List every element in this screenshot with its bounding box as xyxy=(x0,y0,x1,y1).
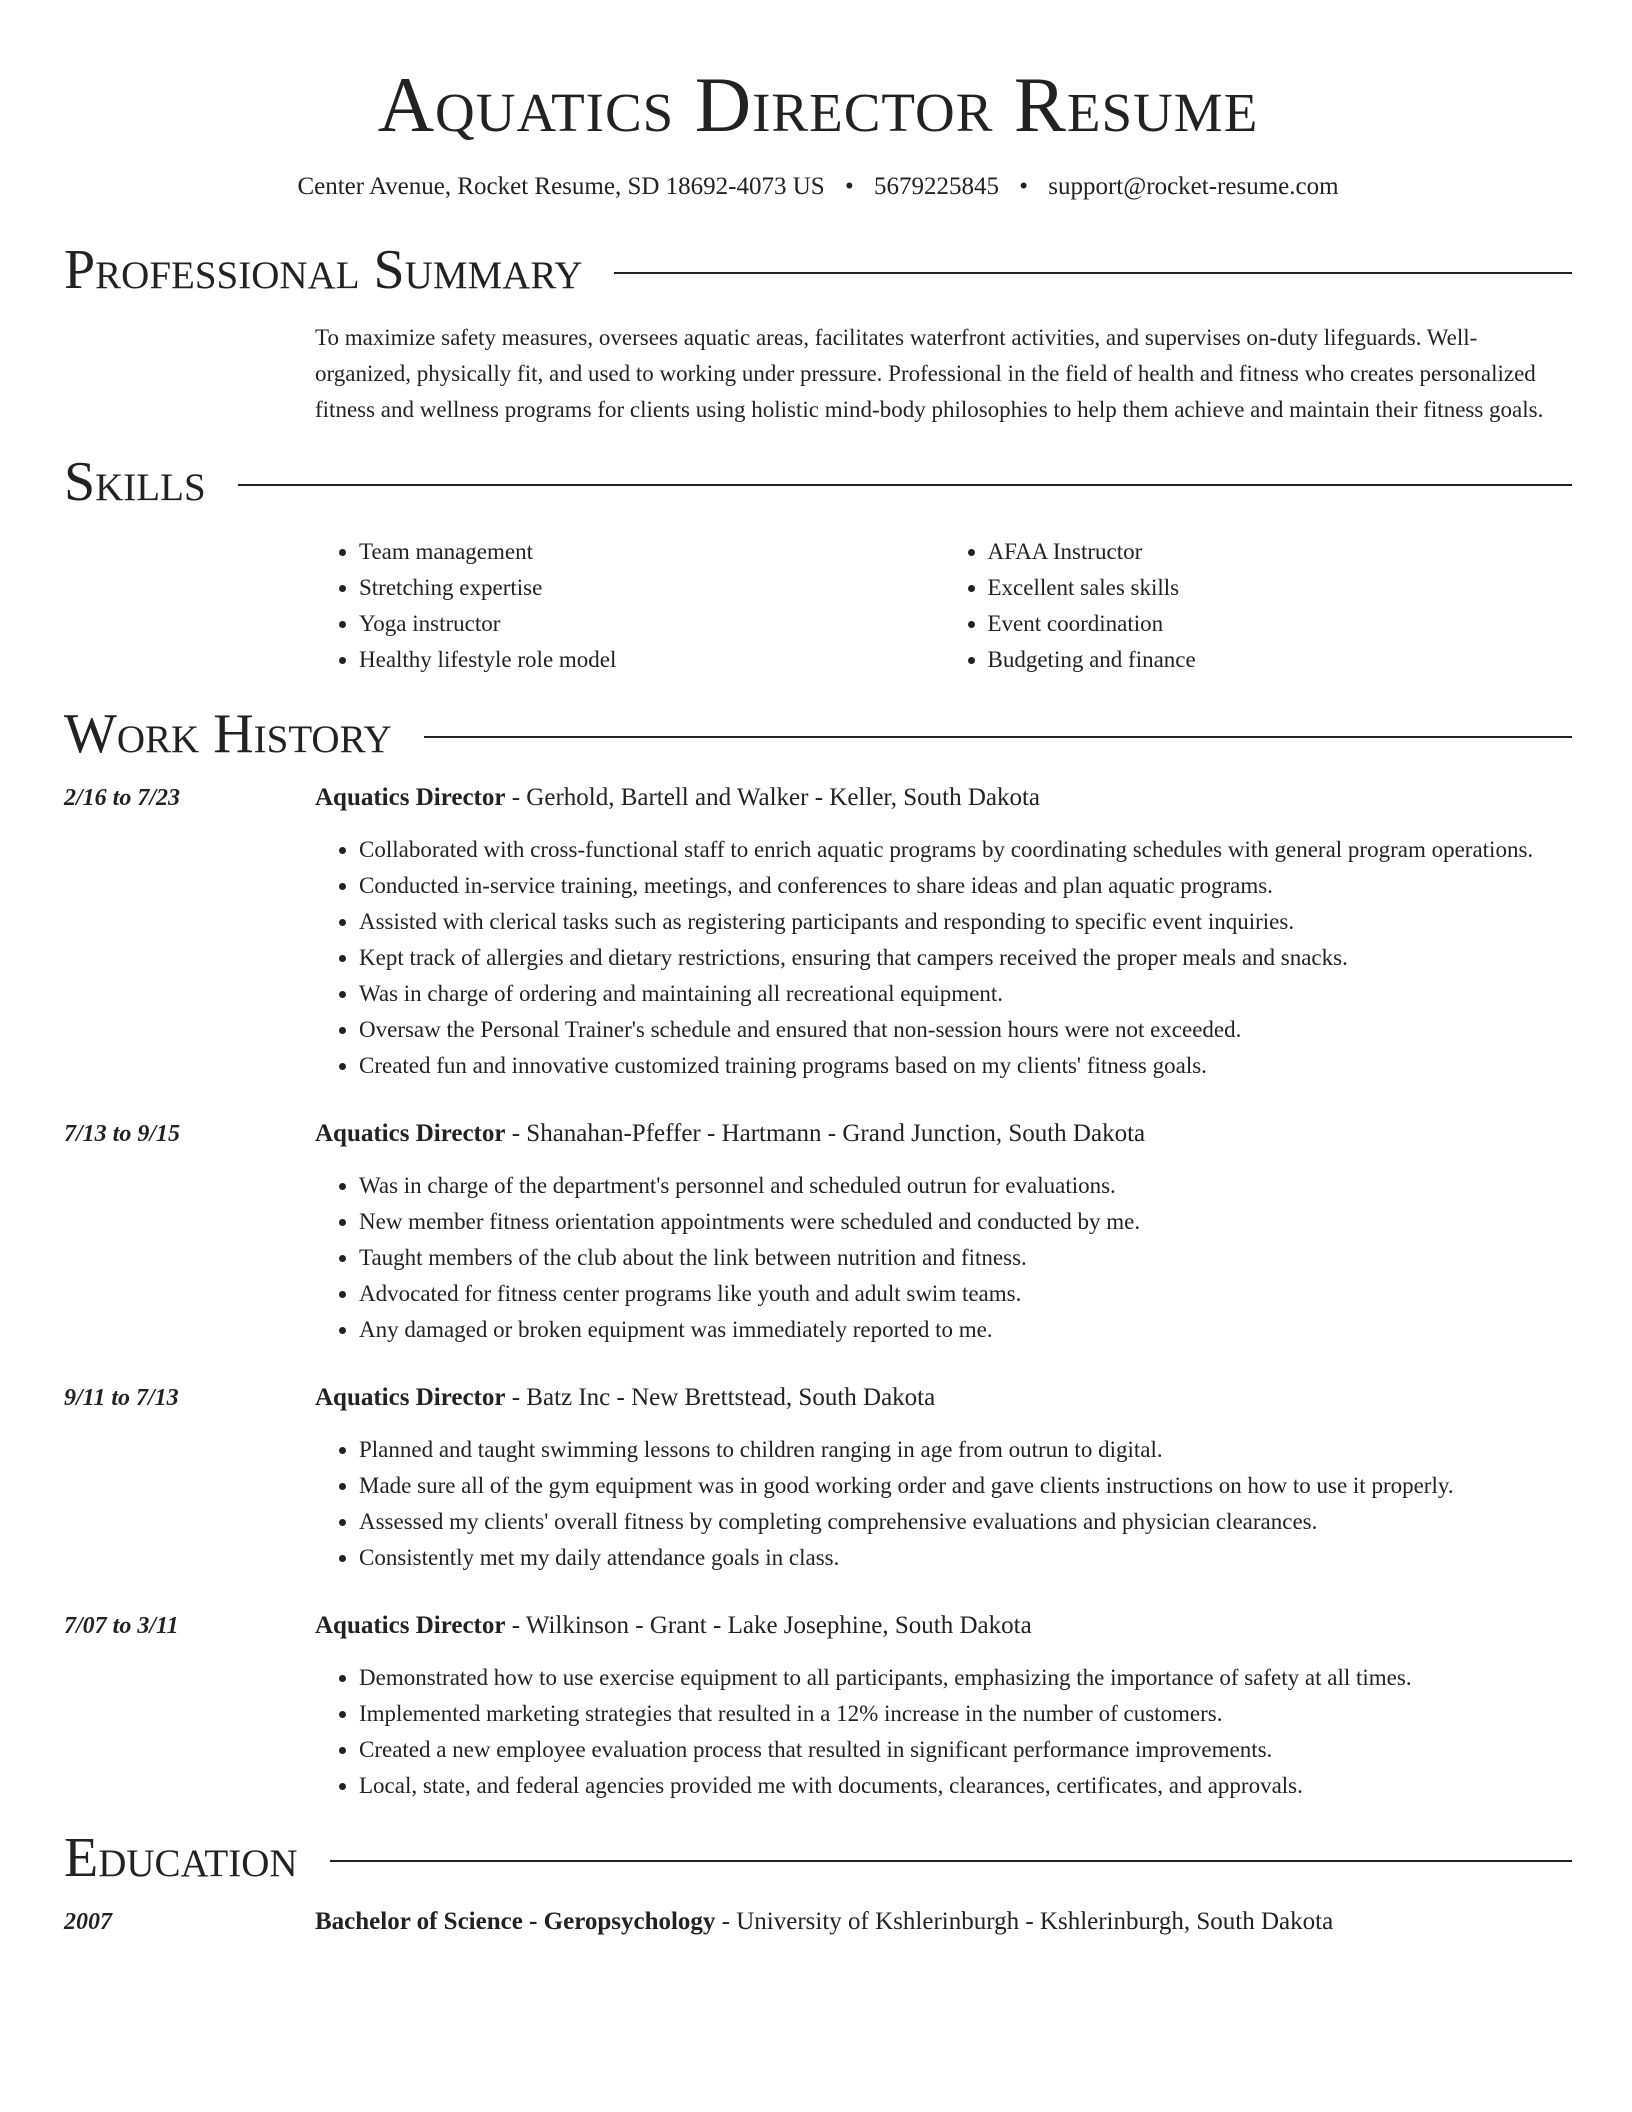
job-bullet: • Implemented marketing strategies that resulted in a 12% increase in the number of customers. xyxy=(359,1696,1572,1732)
summary-section-header xyxy=(64,238,1572,302)
skills-column-right xyxy=(944,534,1573,678)
contact-line xyxy=(64,170,1572,204)
job-date: 9/11 to 7/13 xyxy=(64,1385,179,1411)
summary-heading: Professional Summary xyxy=(64,239,583,301)
work-heading: Work History xyxy=(64,703,392,765)
job-entry xyxy=(64,780,1572,1084)
job-entry xyxy=(64,1380,1572,1576)
job-bullet: • Assisted with clerical tasks such as registering participants and responding to specific event inquiries. xyxy=(359,904,1572,940)
skills-column-left xyxy=(315,534,944,678)
section-divider xyxy=(614,272,1572,274)
job-bullet: • Created fun and innovative customized training programs based on my clients' fitness goals. xyxy=(359,1048,1572,1084)
skill-item: • Budgeting and finance xyxy=(988,642,1573,678)
job-bullet: • Assessed my clients' overall fitness by completing comprehensive evaluations and physician clearances. xyxy=(359,1504,1572,1540)
job-details: - Wilkinson - Grant - Lake Josephine, South Dakota xyxy=(505,1612,1032,1639)
contact-separator: • xyxy=(1019,173,1028,200)
job-body xyxy=(315,780,1572,1084)
section-divider xyxy=(330,1860,1572,1862)
contact-separator: • xyxy=(844,173,854,200)
skill-item: • Yoga instructor xyxy=(359,606,944,642)
skill-item: • Excellent sales skills xyxy=(988,570,1573,606)
job-bullet: • New member fitness orientation appointments were scheduled and conducted by me. xyxy=(359,1204,1572,1240)
job-title-line xyxy=(315,1380,1572,1416)
job-bullets xyxy=(315,832,1572,1084)
job-bullet: • Taught members of the club about the link between nutrition and fitness. xyxy=(359,1240,1572,1276)
education-section-header xyxy=(64,1826,1572,1890)
resume-page xyxy=(64,0,1572,1940)
education-date: 2007 xyxy=(64,1909,112,1935)
section-divider xyxy=(238,484,1572,486)
job-details: - Batz Inc - New Brettstead, South Dakota xyxy=(505,1384,936,1411)
job-details: - Shanahan-Pfeffer - Hartmann - Grand Junction, South Dakota xyxy=(505,1120,1146,1147)
work-history-list xyxy=(64,780,1572,1804)
job-bullet: • Demonstrated how to use exercise equipment to all participants, emphasizing the importance of safety at all times. xyxy=(359,1660,1572,1696)
contact-phone: 5679225845 xyxy=(873,173,999,200)
job-entry xyxy=(64,1116,1572,1348)
skills-list xyxy=(315,534,1572,678)
education-details: - University of Kshlerinburgh - Kshlerinburgh, South Dakota xyxy=(715,1908,1334,1935)
job-bullet: • Collaborated with cross-functional staff to enrich aquatic programs by coordinating schedules with general program operations. xyxy=(359,832,1572,868)
job-role: Aquatics Director xyxy=(315,784,506,811)
job-bullets xyxy=(315,1432,1572,1576)
job-body xyxy=(315,1380,1572,1576)
education-entry xyxy=(64,1904,1572,1940)
skills-heading: Skills xyxy=(64,451,206,513)
contact-email: support@rocket-resume.com xyxy=(1048,173,1339,200)
skill-item: • Healthy lifestyle role model xyxy=(359,642,944,678)
job-bullet: • Consistently met my daily attendance goals in class. xyxy=(359,1540,1572,1576)
contact-address: Center Avenue, Rocket Resume, SD 18692-4073 US xyxy=(297,173,825,200)
resume-title: Aquatics Director Resume xyxy=(377,61,1259,148)
skill-item: • Event coordination xyxy=(988,606,1573,642)
job-bullet: • Was in charge of ordering and maintaining all recreational equipment. xyxy=(359,976,1572,1012)
job-entry xyxy=(64,1608,1572,1804)
job-date: 2/16 to 7/23 xyxy=(64,785,181,811)
job-bullet: • Made sure all of the gym equipment was in good working order and gave clients instructions on how to use it properly. xyxy=(359,1468,1572,1504)
job-bullet: • Conducted in-service training, meetings, and conferences to share ideas and plan aquatic programs. xyxy=(359,868,1572,904)
work-section-header xyxy=(64,702,1572,766)
job-body xyxy=(315,1116,1572,1348)
skill-item: • AFAA Instructor xyxy=(988,534,1573,570)
summary-text: To maximize safety measures, oversees aquatic areas, facilitates waterfront activities, and supervises on-duty lifeguards. Well-organized, physically fit, and used to working under pressure. Professional in the field of health and fitness who creates personalized fitness and wellness programs for clients using holistic mind-body philosophies to help them achieve and maintain their fitness goals. xyxy=(315,325,1544,422)
skill-item: • Stretching expertise xyxy=(359,570,944,606)
job-role: Aquatics Director xyxy=(315,1120,506,1147)
education-degree: Bachelor of Science - Geropsychology xyxy=(315,1908,716,1935)
job-bullet: • Local, state, and federal agencies provided me with documents, clearances, certificates, and approvals. xyxy=(359,1768,1572,1804)
skills-section-header xyxy=(64,450,1572,514)
job-title-line xyxy=(315,780,1572,816)
job-date: 7/07 to 3/11 xyxy=(64,1613,179,1639)
job-title-line xyxy=(315,1116,1572,1152)
education-heading: Education xyxy=(64,1827,298,1889)
education-body xyxy=(315,1904,1572,1940)
job-bullet: • Planned and taught swimming lessons to children ranging in age from outrun to digital. xyxy=(359,1432,1572,1468)
job-bullet: • Oversaw the Personal Trainer's schedule and ensured that non-session hours were not exceeded. xyxy=(359,1012,1572,1048)
job-date: 7/13 to 9/15 xyxy=(64,1121,181,1147)
job-role: Aquatics Director xyxy=(315,1384,506,1411)
job-bullet: • Was in charge of the department's personnel and scheduled outrun for evaluations. xyxy=(359,1168,1572,1204)
job-bullet: • Advocated for fitness center programs like youth and adult swim teams. xyxy=(359,1276,1572,1312)
job-details: - Gerhold, Bartell and Walker - Keller, South Dakota xyxy=(505,784,1041,811)
job-body xyxy=(315,1608,1572,1804)
skill-item: • Team management xyxy=(359,534,944,570)
job-title-line xyxy=(315,1608,1572,1644)
job-bullet: • Kept track of allergies and dietary restrictions, ensuring that campers received the proper meals and snacks. xyxy=(359,940,1572,976)
job-role: Aquatics Director xyxy=(315,1612,506,1639)
education-line xyxy=(315,1904,1572,1940)
job-bullets xyxy=(315,1168,1572,1348)
job-bullet: • Any damaged or broken equipment was immediately reported to me. xyxy=(359,1312,1572,1348)
section-divider xyxy=(424,736,1572,738)
job-bullet: • Created a new employee evaluation process that resulted in significant performance improvements. xyxy=(359,1732,1572,1768)
job-bullets xyxy=(315,1660,1572,1804)
